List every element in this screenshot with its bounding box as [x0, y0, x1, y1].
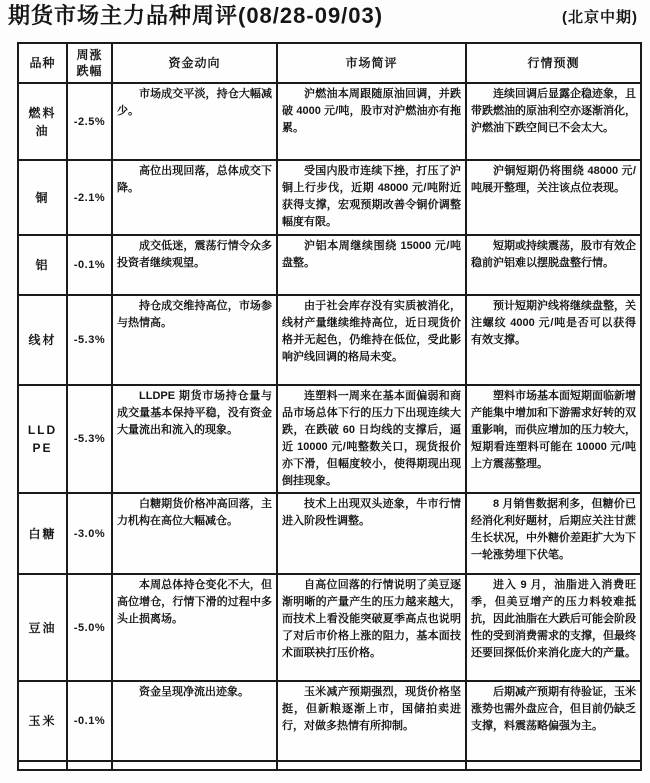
forecast-cell [466, 574, 641, 681]
page-title: 期货市场主力品种周评(08/28-09/03) [8, 3, 384, 28]
change-cell: -3.0% [67, 493, 112, 574]
forecast-cell [466, 493, 641, 574]
funds-cell [112, 681, 277, 761]
forecast-cell [466, 235, 641, 295]
forecast-text: 后期减产预期有待验证，玉米涨势也需外盘应合，但目前仍缺乏支撑，料震荡略偏强为主。 [471, 686, 636, 733]
comment-cell [277, 83, 466, 160]
empty-cell [277, 761, 466, 770]
header-funds: 资金动向 [112, 43, 277, 83]
forecast-text: 沪铜短期仍将围绕 48000 元/吨展开整理，关注该点位表现。 [471, 165, 636, 195]
forecast-text: 8 月销售数据利多，但糖价已经消化利好题材，后期应关注甘蔗生长状况，中外糖价差距扩大为下一轮涨势埋下伏笔。 [471, 498, 636, 562]
header-forecast: 行情预测 [466, 43, 641, 83]
change-cell: -5.3% [67, 385, 112, 493]
table-header-row [18, 43, 641, 83]
comment-cell [277, 681, 466, 761]
table-row [18, 493, 641, 574]
comment-text: 技术上出现双头迹象，牛市行情进入阶段性调整。 [282, 498, 461, 528]
change-cell: -0.1% [67, 681, 112, 761]
table-row [18, 160, 641, 235]
change-cell: -2.1% [67, 160, 112, 235]
empty-cell [112, 761, 277, 770]
funds-cell [112, 235, 277, 295]
funds-cell [112, 295, 277, 385]
funds-text: 市场成交平淡，持仓大幅减少。 [117, 88, 272, 118]
header-change [67, 43, 112, 83]
forecast-text: 塑料市场基本面短期面临新增产能集中增加和下游需求好转的双重影响，而供应增加的压力较大，短期看连塑料可能在 10000 元/吨上方震荡整理。 [471, 390, 636, 471]
funds-text: LLDPE 期货市场持仓量与成交量基本保持平稳，没有资金大量流出和流入的现象。 [117, 390, 272, 437]
comment-cell [277, 235, 466, 295]
comment-text: 玉米减产预期强烈，现货价格坚挺，但新粮逐渐上市，国储拍卖进行，对做多热情有所抑制。 [282, 686, 461, 733]
variety-cell: 铝 [18, 235, 67, 295]
variety-cell: 白糖 [18, 493, 67, 574]
forecast-cell [466, 83, 641, 160]
funds-cell [112, 574, 277, 681]
variety-cell: 燃料油 [18, 83, 67, 160]
table-row [18, 295, 641, 385]
forecast-cell [466, 295, 641, 385]
comment-text: 受国内股市连续下挫，打压了沪铜上行步伐，近期 48000 元/吨附近获得支撑，宏观预期改善令铜价调整幅度有限。 [282, 165, 461, 229]
comment-cell [277, 160, 466, 235]
forecast-cell [466, 160, 641, 235]
funds-text: 持仓成交维持高位，市场参与热情高。 [117, 300, 272, 330]
variety-cell: 豆油 [18, 574, 67, 681]
variety-cell: 线材 [18, 295, 67, 385]
comment-text: 由于社会库存没有实质被消化，线材产量继续维持高位，近日现货价格并无起色，仍维持在低位，受此影响沪线回调的格局未变。 [282, 300, 461, 364]
forecast-text: 短期或持续震荡，股市有效企稳前沪铝难以摆脱盘整行情。 [471, 240, 636, 270]
change-cell: -0.1% [67, 235, 112, 295]
change-cell: -2.5% [67, 83, 112, 160]
change-cell: -5.0% [67, 574, 112, 681]
source-label: (北京中期) [562, 9, 638, 26]
forecast-text: 进入 9 月，油脂进入消费旺季，但美豆增产的压力料较难抵抗，因此油脂在大跌后可能会阶段性的受到消费需求的支撑，但最终还要回探低价来消化庞大的产量。 [471, 579, 636, 660]
header-change-line1: 周涨 [76, 47, 103, 62]
empty-row [18, 761, 641, 770]
forecast-text: 连续回调后显露企稳迹象，且带跌燃油的原油利空亦逐渐消化，沪燃油下跌空间已不会太大。 [471, 88, 636, 135]
funds-text: 高位出现回落，总体成交下降。 [117, 165, 272, 195]
comment-cell [277, 295, 466, 385]
variety-cell: LLDPE [18, 385, 67, 493]
header-comment: 市场简评 [277, 43, 466, 83]
empty-cell [67, 761, 112, 770]
comment-text: 连塑料一周来在基本面偏弱和商品市场总体下行的压力下出现连续大跌，在跌破 60 日均线的支撑后，逼近 10000 元/吨整数关口，现货报价亦下滑，但幅度较小，使得期现出现倒挂现象。 [282, 390, 461, 488]
table-row [18, 574, 641, 681]
funds-cell [112, 385, 277, 493]
empty-cell [18, 761, 67, 770]
comment-cell [277, 574, 466, 681]
funds-text: 资金呈现净流出迹象。 [139, 686, 249, 699]
header-change-line2: 跌幅 [76, 64, 103, 78]
funds-text: 成交低迷，震荡行情令众多投资者继续观望。 [117, 240, 272, 270]
funds-cell [112, 160, 277, 235]
header-variety: 品种 [18, 43, 67, 83]
empty-cell [466, 761, 641, 770]
comment-text: 自高位回落的行情说明了美豆逐渐明晰的产量产生的压力越来越大，而技术上看没能突破夏季高点也说明了对后市价格上涨的阻力，基本面技术面联袂打压价格。 [282, 579, 461, 660]
header-bar [0, 0, 650, 42]
comment-text: 沪燃油本周跟随原油回调，并跌破 4000 元/吨，股市对沪燃油亦有拖累。 [282, 88, 461, 135]
forecast-cell [466, 681, 641, 761]
variety-cell: 铜 [18, 160, 67, 235]
comment-text: 沪铝本周继续围绕 15000 元/吨盘整。 [282, 240, 461, 270]
table-row [18, 681, 641, 761]
weekly-review-table [17, 42, 642, 771]
funds-text: 白糖期货价格冲高回落，主力机构在高位大幅减仓。 [117, 498, 272, 528]
change-cell: -5.3% [67, 295, 112, 385]
forecast-cell [466, 385, 641, 493]
funds-text: 本周总体持仓变化不大，但高位增仓，行情下滑的过程中多头止损离场。 [117, 579, 272, 626]
funds-cell [112, 83, 277, 160]
forecast-text: 预计短期沪线将继续盘整，关注螺纹 4000 元/吨是否可以获得有效支撑。 [471, 300, 636, 347]
funds-cell [112, 493, 277, 574]
comment-cell [277, 493, 466, 574]
table-row [18, 235, 641, 295]
variety-cell: 玉米 [18, 681, 67, 761]
table-row [18, 385, 641, 493]
comment-cell [277, 385, 466, 493]
table-row [18, 83, 641, 160]
